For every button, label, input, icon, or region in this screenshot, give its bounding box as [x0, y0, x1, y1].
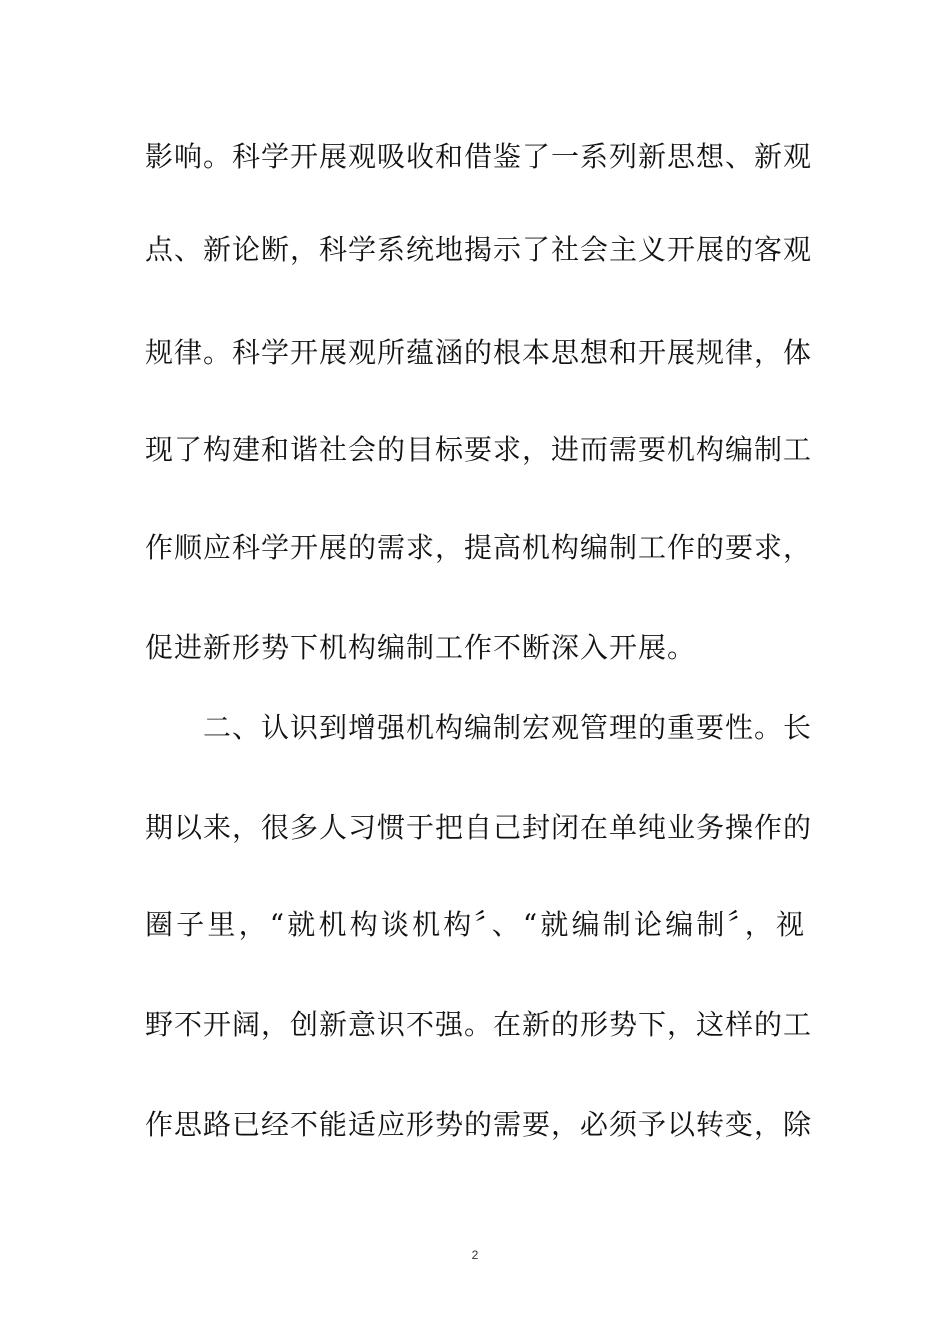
text-line-4: 现了构建和谐社会的目标要求，进而需要机构编制工 — [145, 433, 813, 466]
text-line-9: 圈子里，“就机构谈机构〞、“就编制论编制〞，视 — [145, 908, 805, 941]
text-line-10: 野不开阔，创新意识不强。在新的形势下，这样的工 — [145, 1008, 813, 1041]
text-line-2: 点、新论断，科学系统地揭示了社会主义开展的客观 — [145, 233, 813, 266]
text-line-6: 促进新形势下机构编制工作不断深入开展。 — [145, 631, 697, 664]
text-line-1: 影响。科学开展观吸收和借鉴了一系列新思想、新观 — [145, 140, 813, 173]
section-heading-line: 二、认识到增强机构编制宏观管理的重要性。长 — [203, 711, 813, 744]
page-number: 2 — [471, 1248, 479, 1262]
text-line-8: 期以来，很多人习惯于把自己封闭在单纯业务操作的 — [145, 811, 813, 844]
text-line-11: 作思路已经不能适应形势的需要，必须予以转变，除 — [145, 1108, 813, 1141]
text-line-3: 规律。科学开展观所蕴涵的根本思想和开展规律，体 — [145, 336, 813, 369]
text-line-5: 作顺应科学开展的需求，提高机构编制工作的要求， — [145, 531, 813, 564]
